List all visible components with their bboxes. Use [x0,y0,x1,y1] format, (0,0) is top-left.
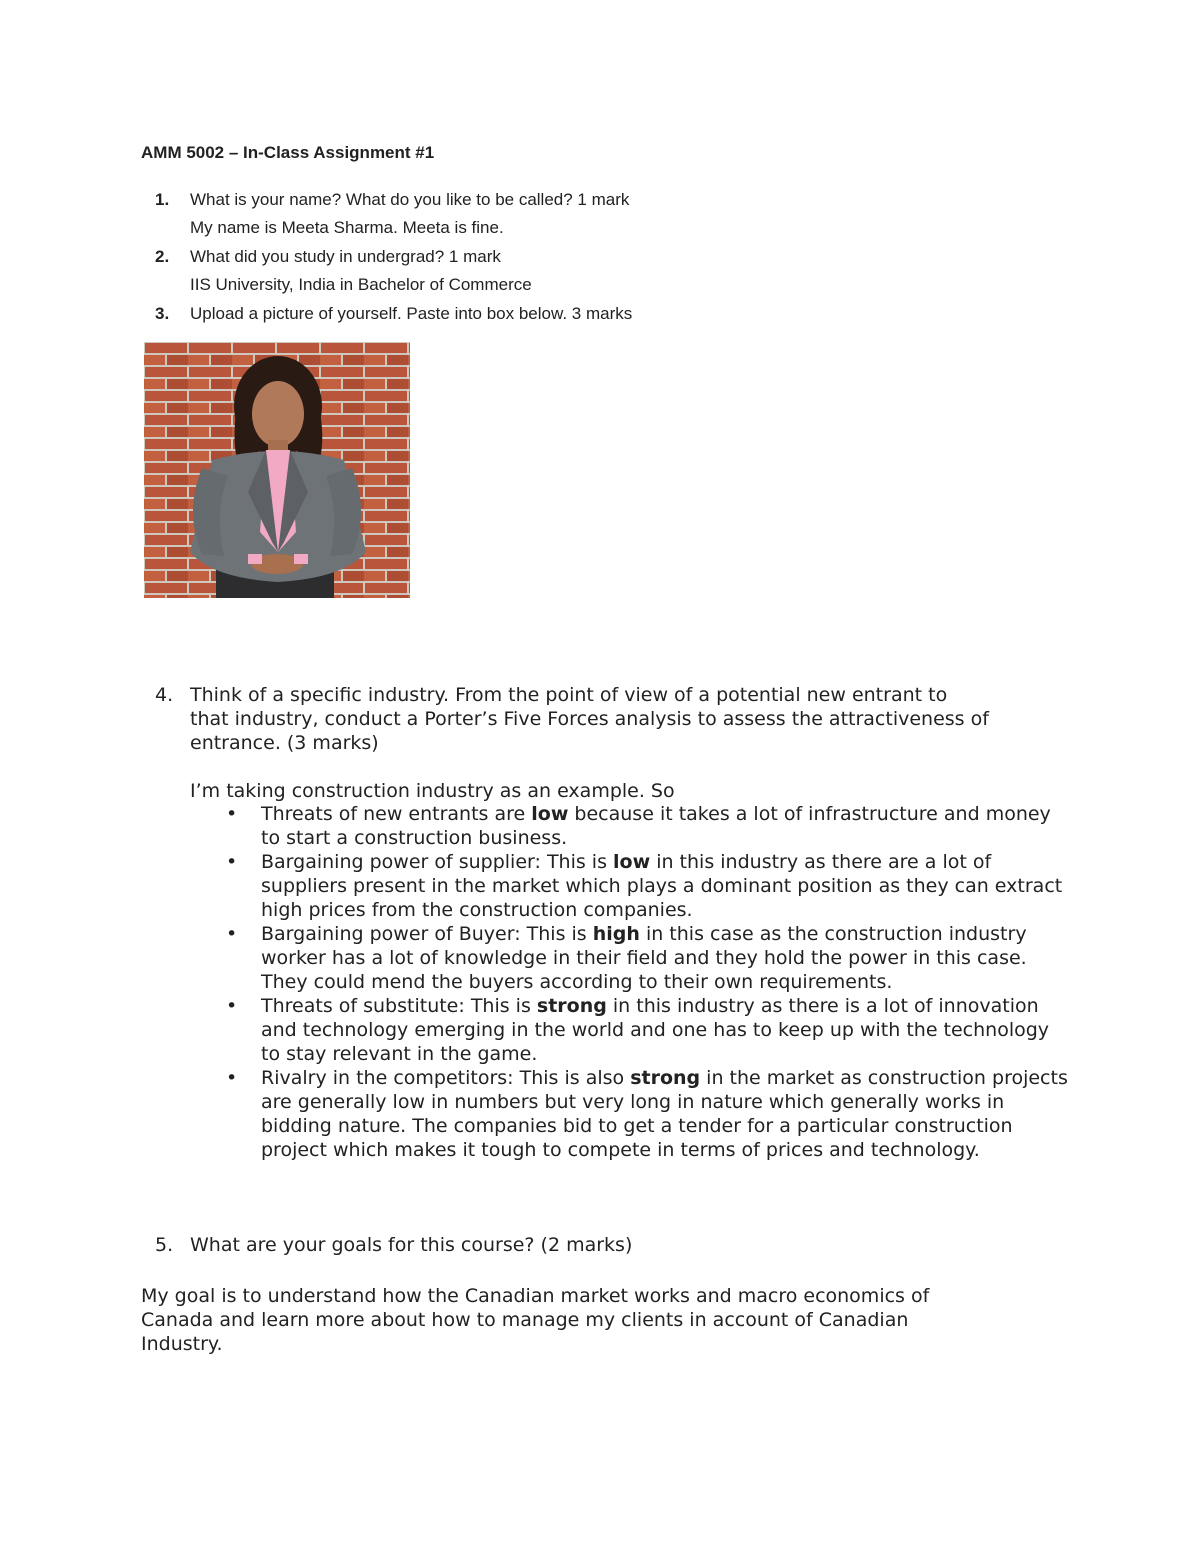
question-number: 2. [155,247,170,266]
item-text: in this industry as there is a lot of innovation and technology emerging in the world and one has to keep up with the technology to stay relevant in the game. [261,995,1050,1065]
bullet-icon: • [226,1067,238,1089]
list-item [190,1066,1070,1162]
goal-line: My goal is to understand how the Canadian market works and macro economics of [141,1285,930,1307]
portrait-photo [144,342,410,598]
question-text: What are your goals for this course? (2 marks) [190,1234,633,1256]
five-forces-list [190,802,1070,1162]
item-rating: low [613,851,651,873]
answer-intro: I’m taking construction industry as an example. So [190,780,675,802]
item-rating: high [592,923,640,945]
list-item [190,850,1070,922]
question-text: What is your name? What do you like to be called? 1 mark [190,190,630,209]
item-rating: low [531,803,569,825]
question-text: What did you study in undergrad? 1 mark [190,247,501,266]
item-text: Rivalry in the competitors: This is also [261,1067,631,1089]
portrait-illustration [144,342,410,598]
question-text-line: Think of a specific industry. From the point of view of a potential new entrant to [190,684,948,706]
item-text: in the market as construction projects are generally low in numbers but very long in nature which generally works in bidding nature. The companies bid to get a tender for a particular construction project which makes it tough to compete in terms of prices and technology. [261,1067,1068,1161]
item-rating: strong [630,1067,701,1089]
item-text: in this case as the construction industry worker has a lot of knowledge in their field and they hold the power in this case. They could mend the buyers according to their own requirements. [261,923,1027,993]
list-item [190,922,1070,994]
answer-text: IIS University, India in Bachelor of Commerce [190,275,532,294]
question-number: 4. [155,684,174,706]
item-text: Bargaining power of supplier: This is [261,851,614,873]
list-item [190,802,1070,850]
bullet-icon: • [226,995,238,1017]
item-rating: strong [536,995,607,1017]
item-text: in this industry as there are a lot of suppliers present in the market which plays a dominant position as they can extract high prices from the construction companies. [261,851,1063,921]
question-text-line: that industry, conduct a Porter’s Five Forces analysis to assess the attractiveness of [190,708,989,730]
item-text: Threats of new entrants are [261,803,532,825]
goal-paragraph [141,1284,929,1356]
question-number: 5. [155,1234,174,1256]
bullet-icon: • [226,923,238,945]
question-number: 3. [155,304,170,323]
item-text: because it takes a lot of infrastructure and money to start a construction business. [261,803,1051,849]
question-text-line: entrance. (3 marks) [190,732,379,754]
question-number: 1. [155,190,170,209]
document-title: AMM 5002 – In-Class Assignment #1 [141,143,435,162]
item-text: Bargaining power of Buyer: This is [261,923,593,945]
list-item [190,994,1070,1066]
bullet-icon: • [226,803,238,825]
bullet-icon: • [226,851,238,873]
answer-text: My name is Meeta Sharma. Meeta is fine. [190,218,504,237]
goal-line: Industry. [141,1333,223,1355]
goal-line: Canada and learn more about how to manage my clients in account of Canadian [141,1309,909,1331]
question-text: Upload a picture of yourself. Paste into box below. 3 marks [190,304,633,323]
item-text: Threats of substitute: This is [261,995,537,1017]
